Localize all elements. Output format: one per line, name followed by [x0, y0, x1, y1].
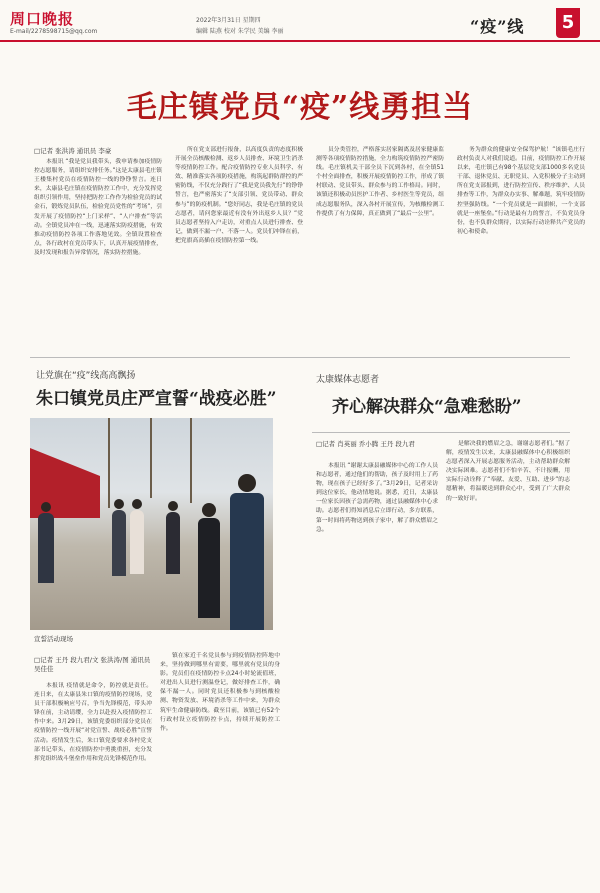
left-column-1-text: 本报讯 疫情就是命令，防控就是责任。连日来，在太康县朱口镇的疫情防控现场，党员干部积极响应号召，争当先锋模范，带头冲锋在前，主动请缨，全力以赴投入疫情防控工作中来。3月29日，该镇党委组织部分党员在疫情防控一线开展“对党宣誓、战疫必胜”宣誓活动。疫情发生后，朱口镇党委要求各村党支部书记带头，在疫情防控中勇挑重担，充分发挥党组织战斗堡垒作用和党员先锋模范作用。 — [34, 683, 152, 762]
section-title: “疫”线 — [470, 17, 525, 36]
masthead-email: E-mail/2278598715@qq.com — [10, 28, 98, 35]
main-column-1 — [34, 158, 162, 350]
left-byline: □记者 王丹 段九君/文 张洪涛/图 通讯员 吴佳佳 — [34, 656, 151, 673]
right-column-2 — [446, 440, 570, 874]
tree-trunk — [150, 418, 152, 498]
page-number-badge: 5 — [556, 8, 580, 38]
tree-trunk — [190, 418, 192, 503]
newspaper-logo: 周口晚报 — [10, 10, 75, 28]
left-headline: 朱口镇党员庄严宣誓“战疫必胜” — [36, 389, 277, 409]
left-column-2 — [160, 652, 280, 874]
main-column-2 — [175, 146, 303, 350]
person-figure — [38, 513, 54, 583]
right-column-1 — [316, 462, 438, 874]
person-figure — [112, 510, 126, 576]
masthead-date: 2022年3月31日 星期四 — [196, 17, 261, 24]
main-column-1-text: 本报讯 “我是党员我带头，我申请参加疫情防控志愿服务，请组织安排任务。”这是太康县毛庄镇王楼集村党员在疫情防控一线的铮铮誓言。连日来，太康县毛庄镇在疫情防控工作中，充分发挥党组织引领作用，坚持把防控工作作为检验党员的试金石，锻炼党员队伍，检验党员党性的“考场”，引发开展了疫情防控“上门采样”、“人户排查”等活动。全镇党员冲在一线，迅速落实防疫措施，有效推动疫情防控各项工作落地见效。全镇设置检查点，各行政村在党员带头下，认真开展疫情排查，及时发现和报告异常情况，落实防控措施。 — [34, 159, 162, 256]
person-figure — [130, 510, 144, 574]
tree-trunk — [108, 418, 110, 508]
main-column-4-text: 务为群众的健康安全保驾护航！”该镇毛庄行政村负责人对我们说道。目前，疫情防控工作开展以来，毛庄镇已有98个基层党支部1000多名党员干部、退休党员、无职党员、入党积极分子主动到所在党支部报到，进行防控宣传、秩序维护、人员排查等工作，为群众办实事、解难题，筑牢疫情防控坚强防线。“一个党员就是一面旗帜，一个支部就是一座堡垒。”行动是最有力的誓言，不负党员身份，也不负群众期待，以实际行动诠释共产党员的初心和使命。 — [457, 147, 585, 235]
right-divider — [312, 432, 570, 433]
main-headline: 毛庄镇党员“疫”线勇担当 — [126, 90, 474, 125]
main-byline: □记者 张洪涛 通讯员 李豪 — [34, 147, 112, 155]
photo-caption: 宣誓活动现场 — [34, 635, 73, 643]
masthead-credits: 编辑 陆燕 校对 朱学民 美编 李丽 — [196, 28, 284, 35]
right-kicker: 太康媒体志愿者 — [316, 375, 380, 385]
oath-ceremony-photo — [30, 418, 273, 630]
main-column-3-text: 员分类管控，严格落实居家隔离及居家健康监测等各项疫情防控措施，全力构筑疫情防控严密防线。毛庄镇机关干部全员下沉到各村，在全镇51个村全面排查，积极开展疫情防控工作，形成了镇村联动、党员带头、群众参与的工作格局。同时，该镇还积极动员医护工作者、乡村医生等党员，组成志愿服务队，深入各村开展宣传，为核酸检测工作提供了有力保障，真正做到了“最后一公里”。 — [316, 147, 444, 217]
main-column-3 — [316, 146, 444, 350]
right-headline: 齐心解决群众“急难愁盼” — [332, 397, 522, 417]
person-figure — [230, 493, 264, 630]
masthead-rule — [0, 40, 600, 42]
section-divider — [30, 357, 570, 358]
main-column-4 — [457, 146, 585, 350]
left-column-1 — [34, 682, 152, 874]
right-column-1-text: 本报讯 “谢谢太康县融媒体中心的工作人员和志愿者，通过他们的帮助，孩子及时用上了药物，现在孩子已经好多了。”3月29日，记者采访到这位家长，他动情地说。据悉，近日，太康县一位家长因孩子急需药物，通过县融媒体中心求助。志愿者们得知消息后立即行动，多方联系，第一时间将药物送到孩子家中，解了群众燃眉之急。 — [316, 463, 438, 533]
right-header-box — [312, 370, 570, 425]
right-byline: □记者 肖英丽 乔小腾 王丹 段九君 — [316, 440, 415, 448]
left-column-2-text: 镇在家近千名党员参与到疫情防控阵地中来，坚持做到哪里有需要，哪里就有党员的身影。党员们在疫情防控卡点24小时轮流值班，对进出人员进行测温登记，做好排查工作，确保不漏一人。同时党员还积极参与到核酸检测、物资发放、环境消杀等工作中来，为群众筑牢生命健康防线。截至目前，该镇已有52个行政村设立疫情防控卡点，持续开展防控工作。 — [160, 653, 280, 732]
person-figure — [166, 512, 180, 574]
right-column-2-text: 是解决我的燃眉之急，谢谢志愿者们。”据了解，疫情发生以来，太康县融媒体中心积极组织志愿者深入开展志愿服务活动，主动帮助群众解决实际困难。志愿者们不怕辛苦、不计报酬，用实际行动诠释了“奉献、友爱、互助、进步”的志愿精神，将温暖送到群众心中，受到了广大群众的一致好评。 — [446, 441, 570, 502]
person-figure — [198, 518, 220, 618]
left-kicker: 让党旗在“疫”线高高飘扬 — [36, 371, 136, 381]
main-column-2-text: 所在党支部进行报备，以高度负责的态度积极开展全员核酸检测、返乡人员排查、环境卫生消杀等疫情防控工作。配合疫情防控专业人员科学、有效、精准落实各项防疫措施，构筑起群防群控的严密防线，不仅充分践行了“我是党员我先行”的铮铮誓言，也严密落实了“支部引领、党员带动、群众参与”的防疫机制。“您好同志，我是毛庄镇的党员志愿者，请问您家最近有没有外出返乡人员？”党员志愿者坚持入户走访，对重点人员进行排查、登记，做到不漏一户、不落一人。党员们冲锋在前，把党旗高高插在疫情防控第一线。 — [175, 147, 303, 244]
